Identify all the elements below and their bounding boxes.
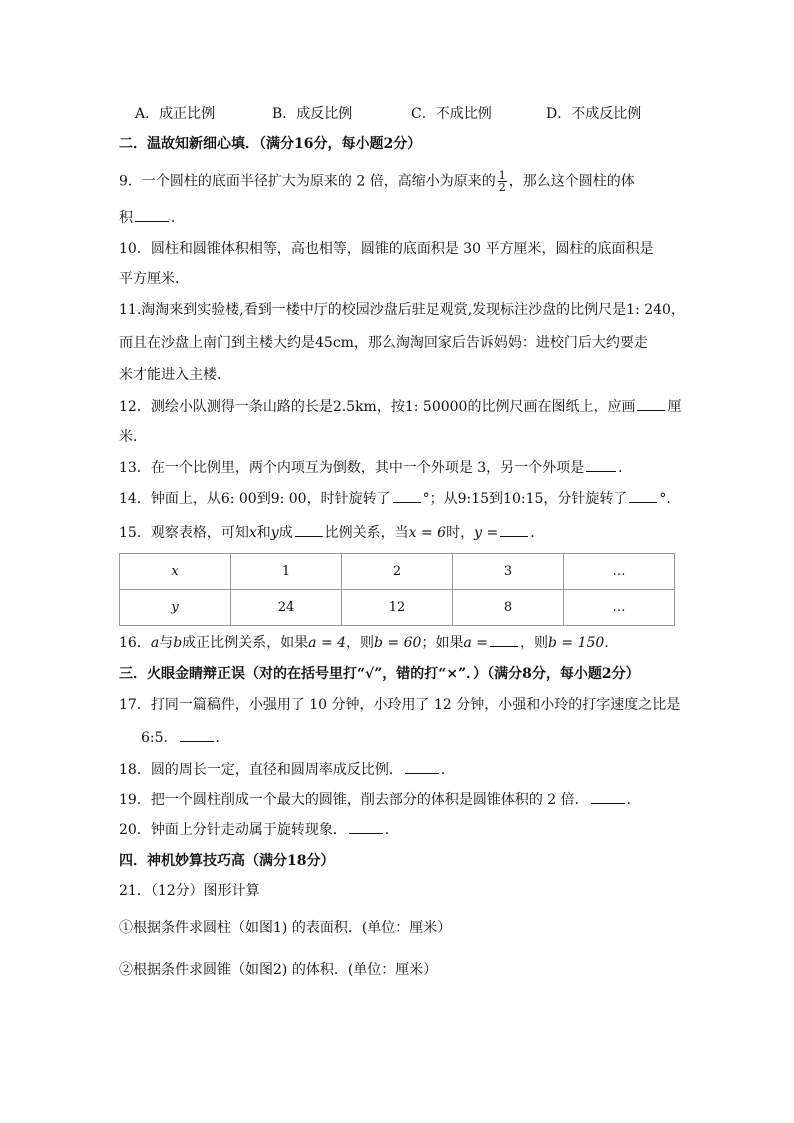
q16-text2: ，则 [346, 635, 375, 651]
question-16 [119, 632, 618, 652]
q15-text-end: ． [530, 525, 545, 541]
xy-table [119, 553, 675, 626]
q18-text-end: ． [440, 762, 455, 778]
answer-blank[interactable] [393, 490, 421, 503]
q14-text-end: °． [659, 491, 681, 507]
table-cell: 1 [231, 554, 342, 590]
question-13 [119, 457, 632, 477]
question-21-part-1: ①根据条件求圆柱（如图1) 的表面积．(单位：厘米） [119, 920, 452, 936]
q15-eq-x: x = 6 [408, 525, 447, 541]
question-17-cont [141, 727, 230, 747]
var-y: y [270, 525, 279, 541]
q9-text-end: ，那么这个圆柱的体 [508, 173, 635, 190]
q16-eq4: b = 150 [548, 635, 605, 651]
q8-options [0, 103, 794, 123]
q16-num: 16． [119, 635, 151, 651]
q16-text: 成正比例关系，如果 [182, 635, 309, 651]
q19-text-end: ． [626, 792, 641, 808]
question-10-cont: 平方厘米． [119, 271, 189, 287]
question-11-cont: 而且在沙盘上南门到主楼大约是45cm，那么淘淘回家后告诉妈妈：进校门后大约要走 [119, 335, 648, 351]
question-14 [119, 488, 680, 508]
answer-blank[interactable] [490, 634, 518, 647]
table-row [120, 590, 675, 626]
option-c: C．不成比例 [411, 106, 492, 122]
section-4-heading: 四．神机妙算技巧高（满分18分） [119, 853, 335, 869]
q15-text-mid2: 时， [446, 525, 475, 541]
option-d: D．不成反比例 [546, 106, 642, 122]
table-cell: … [564, 590, 675, 626]
question-17: 17．打同一篇稿件，小强用了 10 分钟，小玲用了 12 分钟，小强和小玲的打字速度之比是 [119, 697, 681, 713]
answer-blank[interactable] [637, 398, 665, 411]
question-21-part-2: ②根据条件求圆锥（如图2) 的体积．(单位：厘米） [119, 962, 438, 978]
answer-blank[interactable] [405, 761, 439, 774]
question-10: 10．圆柱和圆锥体积相等，高也相等，圆锥的底面积是 30 平方厘米，圆柱的底面积是 [119, 241, 654, 257]
q17-ratio: 6:5． [141, 730, 178, 746]
q16-yu: 与 [159, 635, 174, 651]
answer-blank[interactable] [135, 209, 169, 222]
question-15 [119, 522, 544, 542]
q15-eq-y: y = [474, 525, 499, 541]
answer-blank[interactable] [586, 459, 616, 472]
fraction-half [498, 170, 507, 193]
question-11-cont2: 米才能进入主楼． [119, 367, 231, 383]
q20-text: 20．钟面上分针走动属于旋转现象． [119, 822, 347, 838]
table-cell: 24 [231, 590, 342, 626]
q15-and: 和 [256, 525, 271, 541]
table-row [120, 554, 675, 590]
q9-cont-text: 积 [119, 210, 133, 226]
question-12 [119, 396, 681, 416]
q15-text-mid: 比例关系，当 [324, 525, 409, 541]
table-cell: 8 [453, 590, 564, 626]
q14-text-mid: °；从9:15到10:15，分针旋转了 [422, 491, 628, 507]
question-9-cont [119, 207, 185, 227]
frac-numerator: 1 [498, 169, 506, 182]
q15-text: 15．观察表格，可知 [119, 525, 249, 541]
table-cell: 12 [342, 590, 453, 626]
answer-blank[interactable] [591, 791, 625, 804]
q16-eq3: a = [463, 635, 488, 651]
question-21-title: 21．（12分）图形计算 [119, 883, 260, 899]
q13-text-end: ． [618, 460, 633, 476]
table-cell: 3 [453, 554, 564, 590]
answer-blank[interactable] [349, 821, 383, 834]
section-3-heading: 三．火眼金睛辩正误（对的在括号里打“√”，错的打“×”．）（满分8分，每小题2分） [119, 666, 640, 682]
q20-text-end: ． [384, 822, 399, 838]
q16-eq1: a = 4 [308, 635, 347, 651]
question-12-cont: 米． [119, 429, 147, 445]
question-9 [119, 170, 635, 193]
option-b: B．成反比例 [272, 106, 353, 122]
answer-blank[interactable] [295, 524, 323, 537]
table-cell: … [564, 554, 675, 590]
option-a: A．成正比例 [135, 106, 216, 122]
q12-text-end: 厘 [667, 399, 682, 415]
q15-cheng: 成 [278, 525, 293, 541]
frac-denominator: 2 [498, 181, 506, 194]
question-19 [119, 789, 641, 809]
question-18 [119, 759, 455, 779]
answer-blank[interactable] [500, 524, 528, 537]
q9-text: 9．一个圆柱的底面半径扩大为原来的 2 倍，高缩小为原来的 [119, 173, 496, 190]
table-cell: x [120, 554, 231, 590]
var-b: b [173, 635, 183, 651]
question-20 [119, 819, 399, 839]
question-11: 11.淘淘来到实验楼,看到一楼中厅的校园沙盘后驻足观赏,发现标注沙盘的比例尺是1: 240， [119, 302, 685, 318]
q13-text: 13．在一个比例里，两个内项互为倒数，其中一个外项是 3，另一个外项是 [119, 460, 585, 476]
q9-cont-end: ． [171, 210, 185, 226]
answer-blank[interactable] [629, 490, 657, 503]
table-cell: 2 [342, 554, 453, 590]
q16-text3: ；如果 [421, 635, 464, 651]
q16-text-end: ． [604, 635, 619, 651]
q14-text: 14．钟面上，从6: 00到9: 00，时针旋转了 [119, 491, 391, 507]
answer-blank[interactable] [180, 729, 214, 742]
q18-text: 18．圆的周长一定，直径和圆周率成反比例． [119, 762, 403, 778]
q17-text-end: ． [215, 730, 230, 746]
q16-eq2: b = 60 [374, 635, 422, 651]
section-2-heading: 二．温故知新细心填．（满分16分，每小题2分） [119, 136, 422, 152]
q16-text4: ，则 [520, 635, 548, 651]
var-x: x [248, 525, 257, 541]
var-a: a [150, 635, 160, 651]
q12-text: 12．测绘小队测得一条山路的长是2.5km，按1: 50000的比例尺画在图纸上，应画 [119, 399, 636, 415]
table-cell: y [120, 590, 231, 626]
q19-text: 19．把一个圆柱削成一个最大的圆锥，削去部分的体积是圆锥体积的 2 倍． [119, 792, 589, 808]
